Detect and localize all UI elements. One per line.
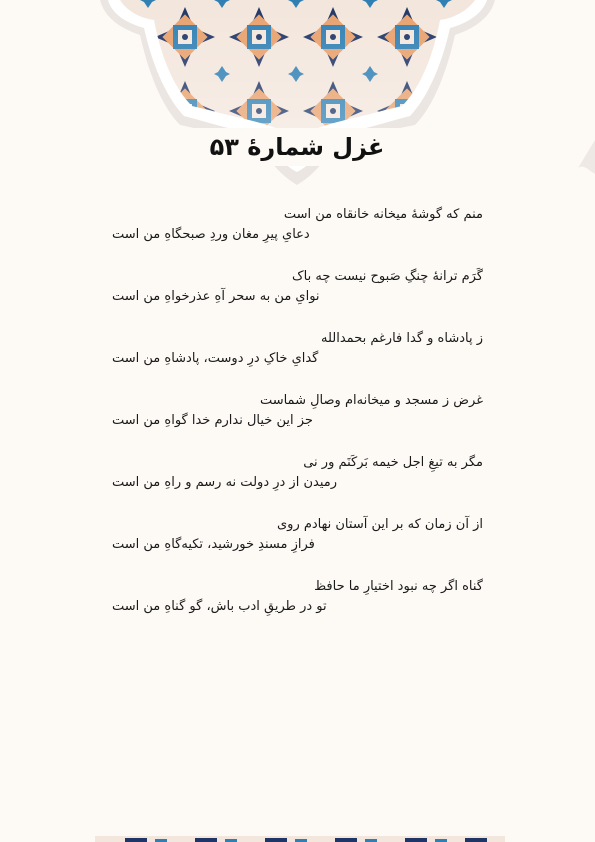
couplet: [112, 515, 483, 555]
couplet-line-second: گدایِ خاکِ درِ دوست، پادشاهِ من است: [112, 351, 319, 366]
couplet: [112, 453, 483, 493]
couplet: [112, 577, 483, 617]
poem-title: غزل شمارهٔ ۵۳: [209, 133, 385, 161]
couplet-line-second: فرازِ مسندِ خورشید، تکیه‌گاهِ من است: [112, 537, 315, 552]
couplet: [112, 329, 483, 369]
couplet: [112, 205, 483, 245]
couplet-line-first: غرض ز مسجد و میخانه‌ام وصالِ شماست: [259, 393, 483, 408]
couplet: [112, 267, 483, 307]
couplet-line-first: منم که گوشهٔ میخانه خانقاه من است: [283, 207, 483, 222]
couplet-line-first: مگر به تیغِ اجل خیمه بَرکَنَم ور نی: [303, 455, 483, 470]
couplet-line-second: نوایِ من به سحر آهِ عذرخواهِ من است: [112, 289, 320, 304]
couplet: [112, 391, 483, 431]
couplet-line-second: تو در طریقِ ادب باش، گو گناهِ من است: [112, 599, 327, 614]
couplet-line-first: گَرَم ترانهٔ چنگِ صَبوح نیست چه باک: [292, 269, 483, 284]
bottom-tile-strip: [95, 836, 505, 842]
poem-body: [112, 205, 483, 639]
couplet-line-first: از آن زمان که بر این آستان نهادم روی: [276, 517, 483, 532]
couplet-line-first: ز پادشاه و گدا فارغم بحمدالله: [321, 331, 483, 346]
couplet-line-first: گناه اگر چه نبود اختیارِ ما حافظ: [314, 579, 483, 594]
couplet-line-second: جز این خیال ندارم خدا گواهِ من است: [112, 413, 313, 428]
tile-pattern-banner: [0, 0, 595, 200]
side-decoration: [578, 140, 595, 174]
couplet-line-second: رمیدن از درِ دولت نه رسم و راهِ من است: [112, 475, 337, 490]
couplet-line-second: دعایِ پیرِ مغان وردِ صبحگاهِ من است: [112, 227, 310, 242]
